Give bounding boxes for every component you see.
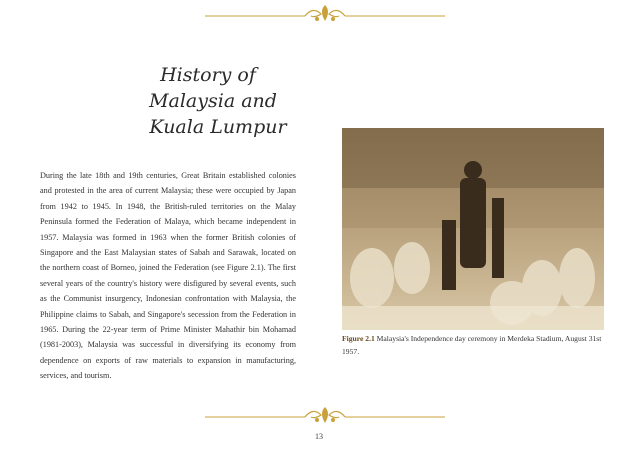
ornament-divider-icon <box>205 2 445 26</box>
ornament-divider-icon <box>205 405 445 429</box>
figure-label: Figure 2.1 <box>342 334 375 343</box>
body-paragraph: During the late 18th and 19th centuries, Great Britain established colonies and protested in the area of current Malaysia; these were occupied by Japan from 1942 to 1945. In 1948, the British-ruled territories on the Malay Peninsula formed the Federation of Malaya, which became independent in 1957. Malaysia was formed in 1963 when the former British colonies of Singapore and the East Malaysian states of Sabah and Sarawak, located on the northern coast of Borneo, joined the Federation (see Figure 2.1). The first several years of the country's history were disfigured by several events, such as the Communist insurgency, Indonesian confrontation with Malaysia, the Philippine claims to Sabah, and Singapore's secession from the Federation in 1965. During the 22-year term of Prime Minister Mahathir bin Mohamad (1981-2003), Malaysia was successful in diversifying its economy from dependence on exports of raw materials to expansion in manufacturing, services, and tourism. <box>40 171 296 381</box>
title-line-2: Malaysia and <box>149 90 277 112</box>
page-number: 13 <box>315 432 323 441</box>
page-title <box>118 62 288 140</box>
title-line-3: Kuala Lumpur <box>149 116 287 138</box>
top-ornament <box>205 2 445 26</box>
independence-ceremony-photo <box>342 128 604 330</box>
title-line-1: History of <box>160 64 256 86</box>
bottom-ornament <box>205 405 445 429</box>
photo-image-icon <box>342 128 604 330</box>
figure-caption-text: Malaysia's Independence day ceremony in Merdeka Stadium, August 31st 1957. <box>342 334 602 356</box>
figure-caption <box>342 333 604 358</box>
